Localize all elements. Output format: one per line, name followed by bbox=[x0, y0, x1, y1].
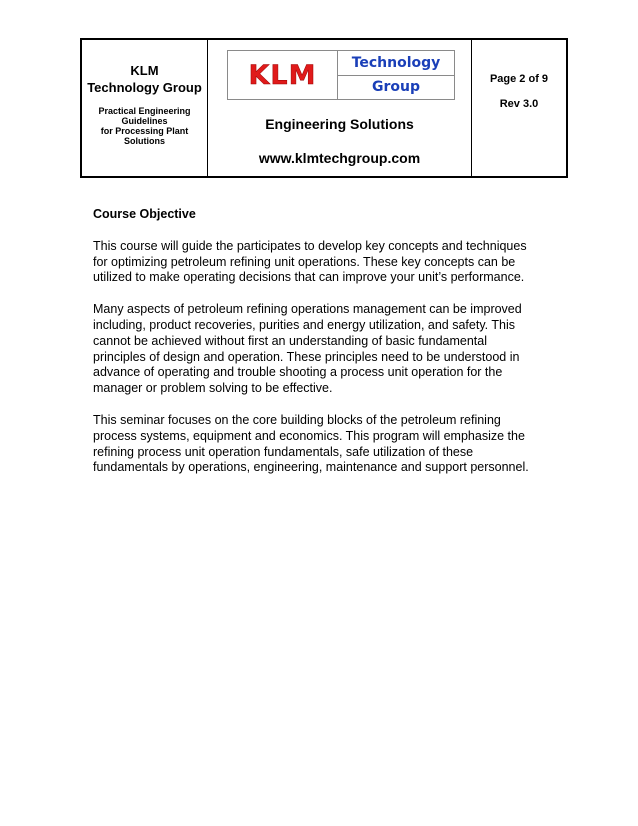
logo-group-text: Group bbox=[371, 79, 420, 96]
guideline-line2: Guidelines bbox=[121, 116, 168, 126]
paragraph-1 bbox=[93, 239, 543, 286]
guideline-line3: for Processing Plant bbox=[100, 126, 189, 136]
page-number: Page 2 of 9 bbox=[489, 73, 549, 85]
logo-klm-text: KLM bbox=[228, 51, 338, 99]
section-title: Course Objective bbox=[93, 207, 196, 221]
header-page-cell bbox=[472, 40, 566, 176]
paragraph-line: manager or problem solving to be effective. bbox=[93, 381, 333, 396]
paragraph-line: advance of operating and trouble shooting a process unit operation for the bbox=[93, 365, 503, 380]
paragraph-line: including, product recoveries, purities and energy utilization, and safety. This bbox=[93, 317, 515, 332]
paragraph-line: process systems, equipment and economics. This program will emphasize the bbox=[93, 428, 525, 443]
paragraph-line: This course will guide the participates to develop key concepts and techniques bbox=[93, 238, 527, 253]
paragraph-line: utilized to make operating decisions that can improve your unit’s performance. bbox=[93, 270, 525, 285]
revision: Rev 3.0 bbox=[499, 98, 539, 110]
company-name-line1: KLM bbox=[130, 63, 159, 78]
document-header bbox=[80, 38, 568, 178]
paragraph-line: refining process unit operation fundamentals, safe utilization of these bbox=[93, 444, 474, 459]
paragraph-line: Many aspects of petroleum refining operations management can be improved bbox=[93, 302, 522, 317]
company-name bbox=[82, 62, 207, 96]
logo-right-block bbox=[338, 51, 454, 99]
paragraph-line: This seminar focuses on the core building blocks of the petroleum refining bbox=[93, 412, 501, 427]
paragraph-line: fundamentals by operations, engineering, maintenance and support personnel. bbox=[93, 460, 529, 475]
document-body bbox=[93, 207, 543, 492]
guideline-line4: Solutions bbox=[124, 136, 165, 146]
company-name-line2: Technology Group bbox=[87, 80, 202, 95]
tagline: Engineering Solutions bbox=[265, 116, 414, 132]
paragraph-3 bbox=[93, 413, 543, 476]
guideline-title bbox=[82, 106, 207, 146]
guideline-line1: Practical Engineering bbox=[98, 106, 191, 116]
header-company-cell bbox=[82, 40, 208, 176]
paragraph-line: cannot be achieved without first an understanding of basic fundamental bbox=[93, 333, 488, 348]
paragraph-line: for optimizing petroleum refining unit operations. These key concepts can be bbox=[93, 254, 516, 269]
header-logo-cell bbox=[208, 40, 472, 176]
paragraph-line: principles of design and operation. These principles need to be understood in bbox=[93, 349, 520, 364]
website: www.klmtechgroup.com bbox=[258, 150, 421, 166]
paragraph-2 bbox=[93, 302, 543, 397]
logo-technology-text: Technology bbox=[338, 51, 454, 76]
klm-logo bbox=[227, 50, 455, 100]
